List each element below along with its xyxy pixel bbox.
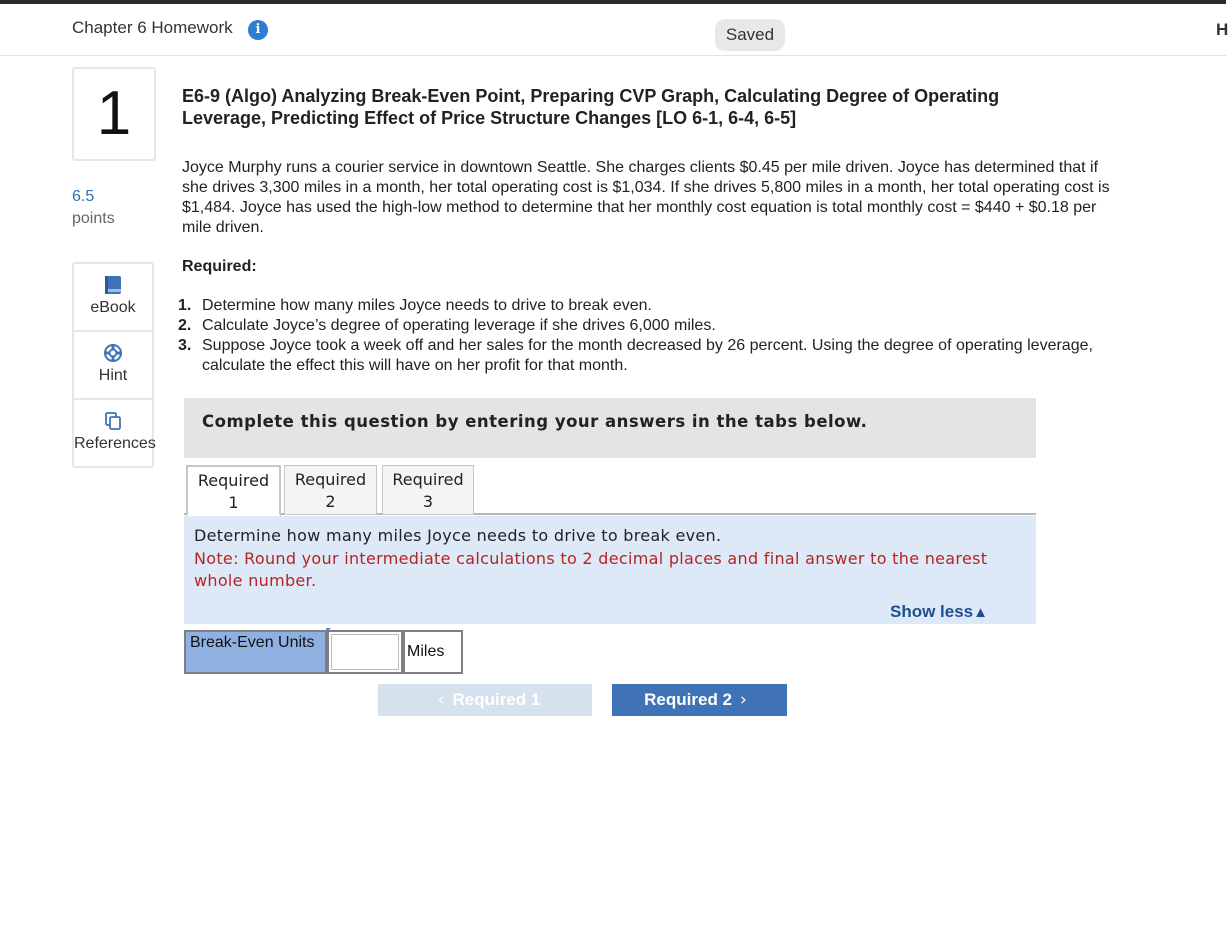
triangle-up-icon: ▲: [973, 604, 988, 621]
required-tabs: [184, 465, 1036, 515]
top-bar: [0, 0, 1226, 56]
hint-button[interactable]: [74, 332, 152, 400]
book-icon: [104, 276, 122, 294]
hint-label: Hint: [98, 367, 128, 384]
answer-cell: [327, 630, 403, 674]
requirement-number: 3.: [178, 337, 192, 354]
tab-required-3[interactable]: [382, 465, 474, 515]
requirement-panel: [184, 516, 1036, 624]
tab-label-line1: Required: [197, 471, 270, 490]
saved-status-badge: Saved: [715, 19, 785, 51]
break-even-units-input[interactable]: [331, 634, 399, 670]
points-label: points: [72, 210, 115, 227]
requirements-list: [178, 296, 1138, 376]
miles-unit-label: Miles: [403, 630, 463, 674]
tab-label-line1: Required: [294, 470, 367, 489]
show-less-link[interactable]: [890, 602, 988, 622]
lifebuoy-icon: [104, 344, 122, 362]
homework-title: Chapter 6 Homework: [72, 18, 233, 37]
ebook-label: eBook: [90, 299, 136, 316]
info-icon[interactable]: i: [248, 20, 268, 40]
question-paragraph: Joyce Murphy runs a courier service in downtown Seattle. She charges clients $0.45 per mile driven. Joyce has determined that if she drives 3,300 miles in a month, her total operating cost is $1,034. If she drives 5,800 miles in a month, her total operating cost is $1,484. Joyce has used the high-low method to determine that her monthly cost equation is total monthly cost = $440 + $0.18 per mile driven.: [182, 159, 1110, 236]
prev-required-button[interactable]: [378, 684, 592, 716]
references-button[interactable]: [74, 400, 156, 466]
copy-pages-icon: [104, 412, 122, 430]
panel-instruction: Determine how many miles Joyce needs to drive to break even.: [194, 526, 722, 545]
rounding-note: Note: Round your intermediate calculations to 2 decimal places and final answer to the nearest whole number.: [194, 549, 988, 590]
question-title: E6-9 (Algo) Analyzing Break-Even Point, Preparing CVP Graph, Calculating Degree of Operating Leverage, Predicting Effect of Price Structure Changes [LO 6-1, 6-4, 6-5]: [182, 86, 1000, 128]
show-less-label: Show less: [890, 602, 974, 621]
instructions-text: Complete this question by entering your answers in the tabs below.: [202, 412, 868, 431]
chevron-left-icon: ‹: [437, 690, 445, 710]
chevron-right-icon: ›: [740, 690, 747, 710]
tab-required-1[interactable]: [186, 465, 281, 517]
requirement-text: Calculate Joyce’s degree of operating leverage if she drives 6,000 miles.: [202, 317, 716, 334]
tab-label-line1: Required: [392, 470, 464, 489]
required-heading: Required:: [182, 258, 257, 275]
requirement-item: [178, 336, 1138, 376]
ebook-button[interactable]: [74, 264, 152, 332]
instructions-box: [184, 398, 1036, 458]
requirement-text: Suppose Joyce took a week off and her sales for the month decreased by 26 percent. Using the degree of operating leverage, calculate the effect this will have on her profit for that month.: [202, 337, 1093, 374]
requirement-number: 2.: [178, 317, 192, 334]
requirement-item: [178, 296, 1138, 316]
question-number-box: [72, 67, 156, 161]
next-required-button[interactable]: [612, 684, 787, 716]
tab-label-line2: 2: [325, 492, 336, 511]
tab-label-line2: 3: [422, 492, 434, 511]
prev-button-label: Required 1: [452, 690, 541, 709]
points-value: 6.5: [72, 188, 95, 205]
requirement-number: 1.: [178, 297, 192, 314]
requirement-text: Determine how many miles Joyce needs to drive to break even.: [202, 297, 652, 314]
header-edge-text: H: [1216, 20, 1228, 39]
break-even-units-label: Break-Even Units: [184, 630, 327, 674]
cell-marker-icon: [326, 628, 331, 633]
next-button-label: Required 2: [644, 690, 733, 709]
requirement-item: [178, 316, 1138, 336]
tab-label-line2: 1: [228, 493, 239, 512]
tab-required-2[interactable]: [284, 465, 377, 515]
references-label: References: [74, 435, 156, 452]
tools-panel: [72, 262, 154, 468]
question-number: 1: [96, 79, 132, 148]
